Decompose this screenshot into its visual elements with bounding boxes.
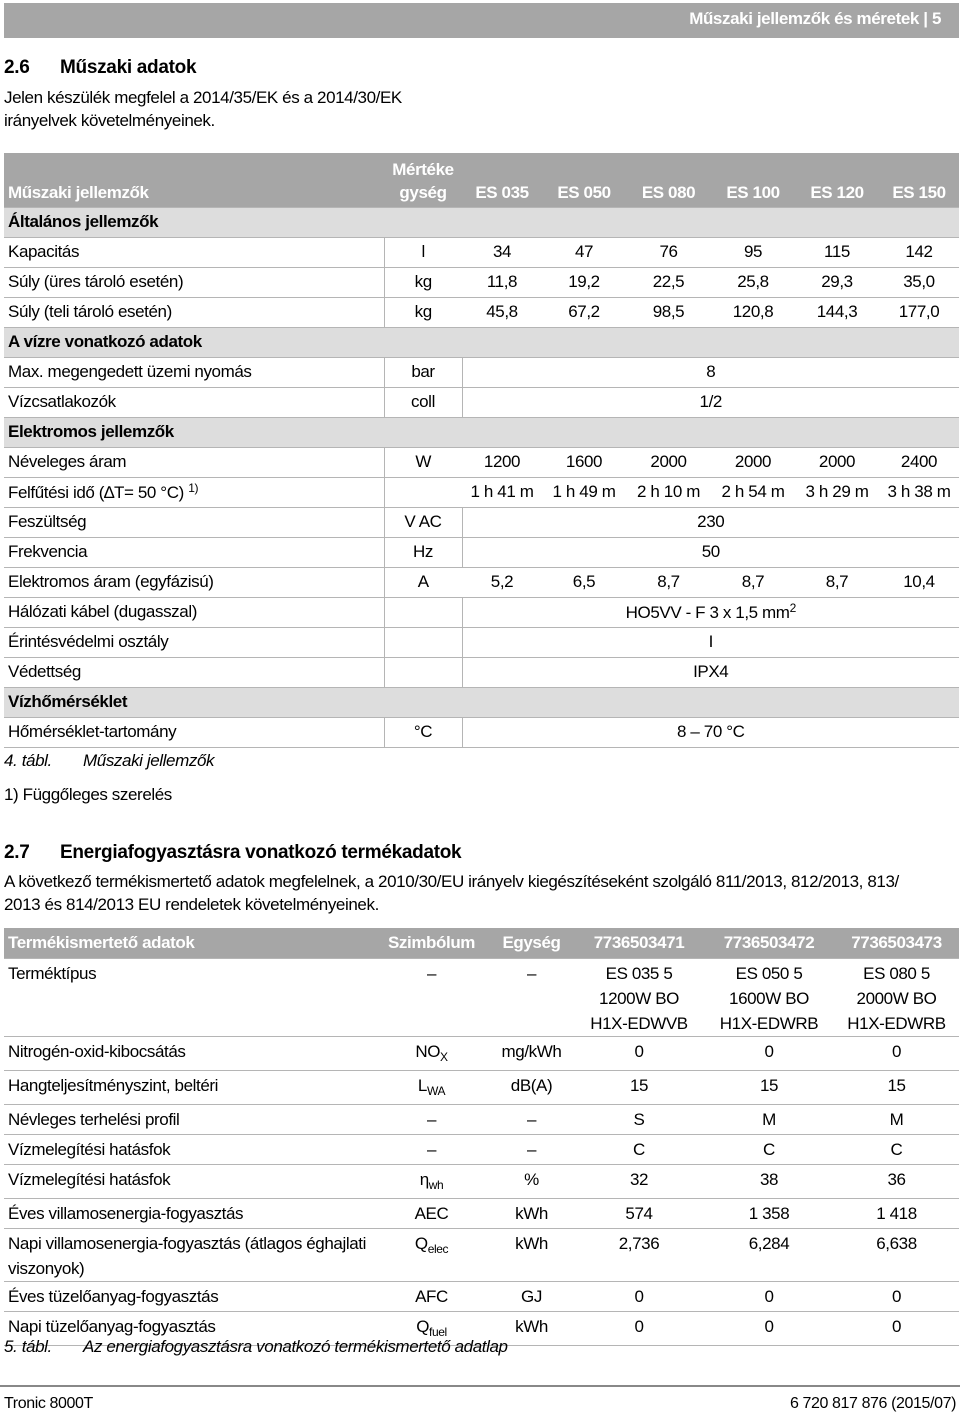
header-cell: Termékismertető adatok [4, 928, 374, 958]
row-unit: kWh [489, 1228, 574, 1281]
row-symbol: – [374, 958, 489, 1036]
energy-data-table [4, 928, 959, 1346]
header-model: ES 080 [626, 153, 711, 207]
table-row [4, 267, 959, 297]
row-unit: coll [384, 387, 462, 417]
row-label: Napi tüzelőanyag-fogyasztás [4, 1311, 374, 1345]
header-cell: 7736503471 [574, 928, 704, 958]
row-unit: GJ [489, 1281, 574, 1311]
group-row [4, 327, 959, 357]
group-row [4, 207, 959, 237]
cell: 35,0 [879, 267, 959, 297]
group-row [4, 687, 959, 717]
cell: 0 [704, 1311, 834, 1345]
footnote-ref: 1) [188, 481, 199, 495]
table-row [4, 477, 959, 507]
cell: 0 [834, 1281, 959, 1311]
group-label: Elektromos jellemzők [4, 417, 959, 447]
cell: 0 [704, 1036, 834, 1070]
cell: 19,2 [542, 267, 626, 297]
cell: 67,2 [542, 297, 626, 327]
table-row [4, 1134, 959, 1164]
table-row [4, 567, 959, 597]
cell: C [574, 1134, 704, 1164]
table-row [4, 958, 959, 1036]
cell: C [834, 1134, 959, 1164]
cell: 1600 [542, 447, 626, 477]
section-heading-2-6 [4, 57, 196, 79]
row-symbol: $L_{WA}$ [374, 1070, 489, 1104]
row-unit: W [384, 447, 462, 477]
cell: ES 050 5 1600W BO H1X-EDWRB [704, 958, 834, 1036]
row-label: Érintésvédelmi osztály [4, 627, 384, 657]
header-model: ES 150 [879, 153, 959, 207]
cell: 0 [574, 1036, 704, 1070]
cell: ES 035 5 1200W BO H1X-EDWVB [574, 958, 704, 1036]
cell: 1 h 49 m [542, 477, 626, 507]
table-row [4, 717, 959, 747]
header-unit: Mértéke gység [384, 153, 462, 207]
footnote: 1) Függőleges szerelés [4, 785, 172, 804]
cell: 36 [834, 1164, 959, 1198]
cell: 0 [834, 1311, 959, 1345]
cell: 76 [626, 237, 711, 267]
cell: ES 080 5 2000W BO H1X-EDWRB [834, 958, 959, 1036]
row-label: Hangteljesítményszint, beltéri [4, 1070, 374, 1104]
row-label: Max. megengedett üzemi nyomás [4, 357, 384, 387]
intro-line: irányelvek követelményeinek. [4, 111, 215, 130]
group-label: A vízre vonatkozó adatok [4, 327, 959, 357]
row-unit [384, 657, 462, 687]
cell: 120,8 [711, 297, 795, 327]
row-label: Súly (üres tároló esetén) [4, 267, 384, 297]
row-symbol: – [374, 1134, 489, 1164]
row-unit: kg [384, 267, 462, 297]
cell: 6,5 [542, 567, 626, 597]
cell: 6,638 [834, 1228, 959, 1281]
row-label: Névleges terhelési profil [4, 1104, 374, 1134]
cell: C [704, 1134, 834, 1164]
cell: 2000 [711, 447, 795, 477]
row-unit: A [384, 567, 462, 597]
table-row [4, 357, 959, 387]
row-unit: – [489, 958, 574, 1036]
cell: 8 [462, 357, 959, 387]
cell: 2400 [879, 447, 959, 477]
row-unit: – [489, 1134, 574, 1164]
row-label: Vízmelegítési hatásfok [4, 1134, 374, 1164]
cell: 142 [879, 237, 959, 267]
cell: 34 [462, 237, 542, 267]
cell: 5,2 [462, 567, 542, 597]
cell: 6,284 [704, 1228, 834, 1281]
cell: 22,5 [626, 267, 711, 297]
cell: 0 [574, 1311, 704, 1345]
row-unit: dB(A) [489, 1070, 574, 1104]
footer-doc-number: 6 720 817 876 (2015/07) [789, 1395, 956, 1412]
row-symbol: AEC [374, 1198, 489, 1228]
table-row [4, 237, 959, 267]
cell: 11,8 [462, 267, 542, 297]
cell: 8,7 [795, 567, 879, 597]
cell: 8,7 [711, 567, 795, 597]
row-unit: % [489, 1164, 574, 1198]
row-symbol: $Q_{fuel}$ [374, 1311, 489, 1345]
cell: 98,5 [626, 297, 711, 327]
row-label: Súly (teli tároló esetén) [4, 297, 384, 327]
cell: M [834, 1104, 959, 1134]
row-unit: Hz [384, 537, 462, 567]
table-row [4, 297, 959, 327]
cell: 574 [574, 1198, 704, 1228]
intro-line: A következő termékismertető adatok megfelelnek, a 2010/30/EU irányelv kiegészítéseként szolgáló 811/2013, 812/2013, 813/ [4, 872, 899, 891]
header-cell: Szimbólum [374, 928, 489, 958]
table-row [4, 1070, 959, 1104]
section-title: Műszaki adatok [60, 57, 197, 78]
row-label: Vízmelegítési hatásfok [4, 1164, 374, 1198]
footer-divider [0, 1385, 960, 1387]
row-symbol: AFC [374, 1281, 489, 1311]
cell: 15 [704, 1070, 834, 1104]
row-symbol: $\eta_{wh}$ [374, 1164, 489, 1198]
intro-line: 2013 és 814/2013 EU rendeletek követelményeinek. [4, 895, 379, 914]
header-cell: 7736503473 [834, 928, 959, 958]
cell: 177,0 [879, 297, 959, 327]
cell: 25,8 [711, 267, 795, 297]
cell: 2000 [626, 447, 711, 477]
row-unit [384, 477, 462, 507]
table-row [4, 597, 959, 627]
row-symbol: $Q_{elec}$ [374, 1228, 489, 1281]
cell: HO5VV - F 3 x 1,5 $mm^2$ [462, 597, 959, 627]
row-symbol: – [374, 1104, 489, 1134]
row-label: Éves villamosenergia-fogyasztás [4, 1198, 374, 1228]
cell: 8,7 [626, 567, 711, 597]
row-label: Napi villamosenergia-fogyasztás (átlagos éghajlati viszonyok) [4, 1228, 374, 1281]
row-unit: kWh [489, 1311, 574, 1345]
row-label: Kapacitás [4, 237, 384, 267]
cell: 115 [795, 237, 879, 267]
table-row [4, 1036, 959, 1070]
table-row [4, 1281, 959, 1311]
cell: 1 h 41 m [462, 477, 542, 507]
cell: 38 [704, 1164, 834, 1198]
table-row [4, 1104, 959, 1134]
row-label: Vízcsatlakozók [4, 387, 384, 417]
cell: 3 h 29 m [795, 477, 879, 507]
cell: 47 [542, 237, 626, 267]
group-label: Vízhőmérséklet [4, 687, 959, 717]
table-row [4, 627, 959, 657]
cell: 32 [574, 1164, 704, 1198]
row-label: Feszültség [4, 507, 384, 537]
table-row [4, 1164, 959, 1198]
technical-data-table [4, 153, 959, 748]
table-row [4, 387, 959, 417]
cell: 45,8 [462, 297, 542, 327]
group-row [4, 417, 959, 447]
intro-line: Jelen készülék megfelel a 2014/35/EK és a 2014/30/EK [4, 88, 402, 107]
cell: 15 [834, 1070, 959, 1104]
cell: 10,4 [879, 567, 959, 597]
row-unit: V AC [384, 507, 462, 537]
row-unit [384, 597, 462, 627]
cell: I [462, 627, 959, 657]
row-unit: kWh [489, 1198, 574, 1228]
row-label: Hálózati kábel (dugasszal) [4, 597, 384, 627]
cell: 8 – 70 °C [462, 717, 959, 747]
table-header-row [4, 153, 959, 207]
footer-product: Tronic 8000T [4, 1395, 93, 1412]
page-header [4, 3, 959, 38]
cell: 0 [704, 1281, 834, 1311]
table-caption: 4. tábl. Műszaki jellemzők [4, 751, 215, 770]
header-model: ES 100 [711, 153, 795, 207]
group-label: Általános jellemzők [4, 207, 959, 237]
row-unit: – [489, 1104, 574, 1134]
table-row [4, 1228, 959, 1281]
cell: 2000 [795, 447, 879, 477]
row-symbol: $NO_X$ [374, 1036, 489, 1070]
cell: 230 [462, 507, 959, 537]
cell: 3 h 38 m [879, 477, 959, 507]
section-intro-2-6 [4, 86, 402, 132]
section-number: 2.7 [4, 842, 30, 863]
section-number: 2.6 [4, 57, 30, 78]
table-row [4, 507, 959, 537]
table-caption: 5. tábl. Az energiafogyasztásra vonatkozó termékismertető adatlap [4, 1337, 508, 1356]
cell: S [574, 1104, 704, 1134]
cell: 29,3 [795, 267, 879, 297]
row-label: Felfűtési idő (∆T= 50 °C) $^{1)}$ [4, 477, 384, 507]
row-label: Éves tüzelőanyag-fogyasztás [4, 1281, 374, 1311]
cell: 50 [462, 537, 959, 567]
row-label: Elektromos áram (egyfázisú) [4, 567, 384, 597]
cell: 1/2 [462, 387, 959, 417]
row-label: Védettség [4, 657, 384, 687]
cell: 2 h 10 m [626, 477, 711, 507]
row-unit: l [384, 237, 462, 267]
page-header-title: Műszaki jellemzők és méretek | 5 [689, 9, 941, 28]
section-intro-2-7 [4, 870, 959, 916]
header-cell: 7736503472 [704, 928, 834, 958]
cell: 95 [711, 237, 795, 267]
cell: 2,736 [574, 1228, 704, 1281]
row-unit: °C [384, 717, 462, 747]
cell: 1200 [462, 447, 542, 477]
cell: M [704, 1104, 834, 1134]
cell: 0 [574, 1281, 704, 1311]
header-model: ES 035 [462, 153, 542, 207]
table-row [4, 1198, 959, 1228]
row-unit: bar [384, 357, 462, 387]
row-label: Néveleges áram [4, 447, 384, 477]
cell: 0 [834, 1036, 959, 1070]
row-unit: mg/kWh [489, 1036, 574, 1070]
table-row [4, 447, 959, 477]
section-heading-2-7 [4, 842, 461, 864]
header-model: ES 120 [795, 153, 879, 207]
cell: 1 418 [834, 1198, 959, 1228]
cell: 2 h 54 m [711, 477, 795, 507]
table-header-row [4, 928, 959, 958]
cell: IPX4 [462, 657, 959, 687]
row-label: Terméktípus [4, 958, 374, 1036]
header-feature: Műszaki jellemzők [4, 153, 384, 207]
section-title: Energiafogyasztásra vonatkozó termékadatok [60, 842, 462, 863]
row-label: Frekvencia [4, 537, 384, 567]
table-row [4, 537, 959, 567]
row-label: Hőmérséklet-tartomány [4, 717, 384, 747]
table-row [4, 657, 959, 687]
cell: 144,3 [795, 297, 879, 327]
header-model: ES 050 [542, 153, 626, 207]
row-label: Nitrogén-oxid-kibocsátás [4, 1036, 374, 1070]
cell: 15 [574, 1070, 704, 1104]
row-unit [384, 627, 462, 657]
header-cell: Egység [489, 928, 574, 958]
cell: 1 358 [704, 1198, 834, 1228]
row-unit: kg [384, 297, 462, 327]
